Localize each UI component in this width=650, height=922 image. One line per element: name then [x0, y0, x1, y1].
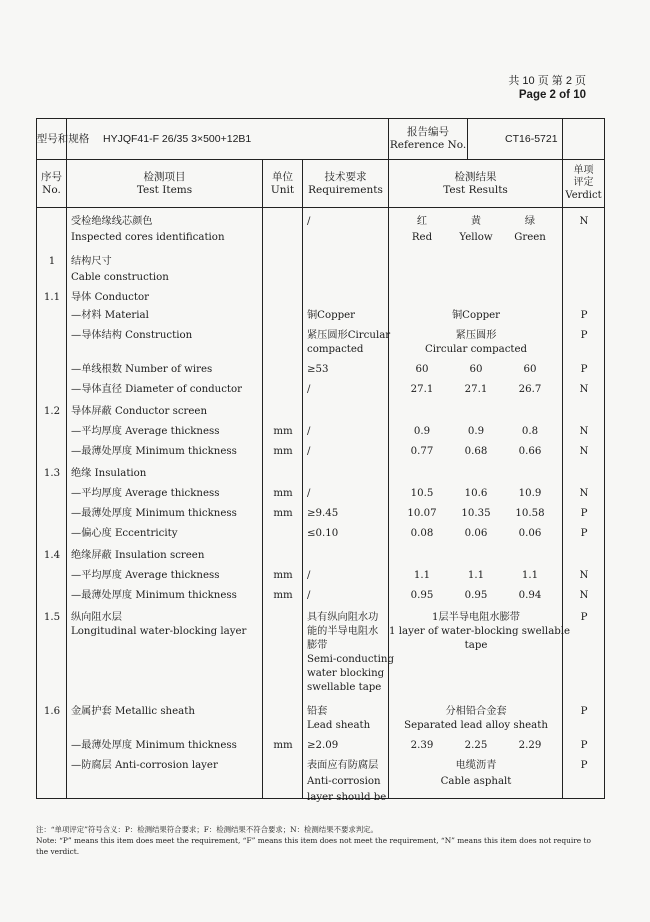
report-table	[36, 118, 605, 803]
col-req	[303, 160, 389, 208]
result-green: 10.9	[518, 488, 542, 499]
test-item: —最薄处厚度 Minimum thickness	[71, 508, 237, 519]
row-number: 1.3	[43, 468, 61, 479]
result-red: 0.95	[410, 590, 434, 601]
page-counter-en: Page 2 of 10	[518, 89, 586, 101]
page-counter	[508, 74, 586, 102]
result-red: 2.39	[410, 740, 434, 751]
result-yellow: 0.06	[464, 528, 488, 539]
requirement: 表面应有防腐层	[307, 760, 379, 771]
reference-label	[389, 119, 468, 159]
result-yellow: 27.1	[464, 384, 488, 395]
result-green: 0.06	[518, 528, 542, 539]
requirement: 具有纵向阻水功	[307, 612, 379, 623]
body-row	[37, 208, 605, 799]
result-red: 0.77	[410, 446, 434, 457]
result-red: 0.08	[410, 528, 434, 539]
result-green: Green	[514, 232, 546, 243]
requirement: ≥9.45	[307, 508, 339, 519]
reference-label-en: Reference No.	[389, 139, 467, 151]
body-req	[303, 208, 394, 803]
result-yellow: 60	[469, 364, 483, 375]
result-yellow: 10.6	[464, 488, 488, 499]
test-item: —平均厚度 Average thickness	[71, 426, 220, 437]
result-yellow: 10.35	[461, 508, 491, 519]
result-merged: 电缆沥青	[455, 760, 497, 771]
test-item: 导体屏蔽 Conductor screen	[71, 406, 208, 417]
col-verdict-en: Verdict	[565, 189, 602, 201]
col-no	[37, 160, 67, 208]
col-results	[389, 160, 563, 208]
body-test	[67, 208, 263, 799]
body-results	[389, 208, 571, 799]
verdict: P	[580, 330, 588, 341]
unit-value: mm	[273, 426, 293, 437]
type-value: HYJQF41-F 26/35 3×500+12B1	[103, 133, 252, 145]
result-merged: 分相铅合金套	[445, 706, 507, 717]
unit-value: mm	[273, 590, 293, 601]
requirement: /	[307, 426, 311, 437]
requirement: 膨带	[307, 640, 328, 651]
col-req-cn: 技术要求	[324, 170, 367, 183]
verdict: N	[579, 216, 589, 227]
col-test-cn: 检测项目	[143, 170, 186, 183]
result-merged: 1层半导电阻水膨带	[432, 612, 520, 623]
verdict: N	[579, 570, 589, 581]
test-item: —防腐层 Anti-corrosion layer	[71, 760, 218, 771]
verdict: N	[579, 488, 589, 499]
verdict: N	[579, 446, 589, 457]
requirement: Anti-corrosion	[307, 776, 381, 787]
test-item: Cable construction	[71, 272, 169, 283]
requirement: ≥2.09	[307, 740, 339, 751]
requirement: 铅套	[307, 706, 328, 717]
test-item: —导体结构 Construction	[71, 330, 193, 341]
unit-value: mm	[273, 570, 293, 581]
test-item: 绝缘屏蔽 Insulation screen	[71, 550, 205, 561]
result-merged: 1 layer of water-blocking swellable	[389, 626, 571, 637]
result-merged: 铜Copper	[451, 310, 501, 321]
result-green: 0.66	[518, 446, 542, 457]
row-number: 1.1	[43, 292, 61, 303]
requirement: /	[307, 590, 311, 601]
test-item: 金属护套 Metallic sheath	[71, 706, 195, 717]
test-item: Longitudinal water-blocking layer	[71, 626, 247, 637]
verdict: N	[579, 590, 589, 601]
unit-value: mm	[273, 508, 293, 519]
requirement: swellable tape	[307, 682, 382, 693]
footnote-en: Note: “P” means this item does meet the requirement, “F” means this item does not meet the requirement, “N” means this item does not require to	[36, 836, 591, 845]
test-item: —最薄处厚度 Minimum thickness	[71, 446, 237, 457]
requirement: Semi-conducting	[307, 654, 394, 665]
column-header-row	[37, 160, 605, 208]
unit-value: mm	[273, 488, 293, 499]
verdict: P	[580, 612, 588, 623]
result-yellow: Yellow	[459, 232, 493, 243]
result-green: 2.29	[518, 740, 542, 751]
requirement: /	[307, 446, 311, 457]
requirement: layer should be	[307, 792, 387, 803]
reference-value-cell-2	[505, 119, 605, 160]
type-label-cn: 型号和规格	[36, 132, 90, 145]
verdict: N	[579, 384, 589, 395]
requirement: Lead sheath	[307, 720, 371, 731]
result-yellow: 0.9	[467, 426, 485, 437]
requirement: ≤0.10	[307, 528, 339, 539]
unit-value: mm	[273, 740, 293, 751]
verdict: P	[580, 508, 588, 519]
result-merged: Separated lead alloy sheath	[404, 720, 548, 731]
test-item: —最薄处厚度 Minimum thickness	[71, 590, 237, 601]
result-red: 1.1	[413, 570, 431, 581]
verdict: P	[580, 740, 588, 751]
result-merged: 紧压圆形	[455, 330, 497, 341]
test-item: —平均厚度 Average thickness	[71, 488, 220, 499]
requirement: compacted	[307, 344, 364, 355]
result-green: 0.8	[521, 426, 539, 437]
reference-label-cn: 报告编号	[407, 126, 450, 138]
col-test	[67, 160, 263, 208]
result-green: 1.1	[521, 570, 539, 581]
requirement: /	[307, 216, 311, 227]
page-counter-cn: 共 10 页 第 2 页	[508, 75, 586, 87]
result-red: 0.9	[413, 426, 431, 437]
result-merged: Cable asphalt	[440, 776, 512, 787]
result-green: 绿	[524, 216, 536, 227]
result-red: 27.1	[410, 384, 434, 395]
test-item: —单线根数 Number of wires	[71, 364, 213, 375]
row-number: 1.4	[43, 550, 61, 561]
test-item: 受检绝缘线芯颜色	[71, 216, 153, 227]
test-item: 绝缘 Insulation	[71, 468, 147, 479]
result-yellow: 1.1	[467, 570, 485, 581]
result-green: 60	[523, 364, 537, 375]
col-no-cn: 序号	[41, 170, 62, 183]
verdict: N	[579, 426, 589, 437]
result-merged: Circular compacted	[424, 344, 528, 355]
footnote	[36, 824, 596, 857]
test-item: —平均厚度 Average thickness	[71, 570, 220, 581]
unit-value: mm	[273, 446, 293, 457]
col-unit-en: Unit	[270, 183, 295, 196]
col-req-en: Requirements	[308, 183, 383, 196]
result-green: 0.94	[518, 590, 542, 601]
type-label	[36, 119, 90, 160]
test-item: —导体直径 Diameter of conductor	[71, 384, 243, 395]
result-yellow: 0.68	[464, 446, 488, 457]
row-number: 1.6	[43, 706, 61, 717]
footnote-en-cont: the verdict.	[36, 847, 80, 856]
result-merged: tape	[464, 640, 488, 651]
result-yellow: 黄	[470, 216, 482, 227]
type-row	[37, 119, 605, 160]
test-item: —材料 Material	[71, 310, 149, 321]
requirement: ≥53	[307, 364, 329, 375]
requirement: 能的半导电阻水	[307, 626, 379, 637]
col-unit-cn: 单位	[272, 170, 293, 183]
test-item: 纵向阻水层	[71, 612, 122, 623]
col-unit	[263, 160, 303, 208]
test-item: 结构尺寸	[71, 256, 112, 267]
test-item: —最薄处厚度 Minimum thickness	[71, 740, 237, 751]
result-green: 26.7	[518, 384, 542, 395]
type-value-cell	[67, 119, 389, 160]
requirement: 紧压圆形Circular	[307, 330, 391, 341]
col-verdict-cn1: 单项	[573, 164, 594, 176]
result-red: 红	[416, 216, 428, 227]
result-yellow: 2.25	[464, 740, 488, 751]
col-no-en: No.	[42, 183, 61, 196]
footnote-cn: 注：“单项评定”符号含义：P：检测结果符合要求；F：检测结果不符合要求；N：检测结果不要求判定。	[36, 825, 378, 834]
verdict: P	[580, 528, 588, 539]
row-number: 1.2	[43, 406, 61, 417]
col-test-en: Test Items	[136, 183, 193, 196]
body-unit	[263, 208, 303, 799]
col-verdict-cn2: 评定	[573, 177, 594, 189]
requirement: 铜Copper	[307, 310, 356, 321]
reference-value: CT16-5721	[505, 133, 558, 145]
requirement: /	[307, 384, 311, 395]
result-red: 10.07	[407, 508, 437, 519]
row-number: 1.5	[43, 612, 61, 623]
body-no	[37, 208, 67, 799]
result-red: 60	[415, 364, 429, 375]
verdict: P	[580, 706, 588, 717]
verdict: P	[580, 364, 588, 375]
body-verdict	[563, 208, 605, 799]
result-yellow: 0.95	[464, 590, 488, 601]
result-green: 10.58	[515, 508, 545, 519]
row-number: 1	[48, 256, 56, 267]
requirement: water blocking	[307, 668, 385, 679]
col-verdict	[563, 160, 605, 208]
col-results-cn: 检测结果	[454, 170, 497, 183]
requirement: /	[307, 570, 311, 581]
test-item: Inspected cores identification	[71, 232, 225, 243]
verdict: P	[580, 760, 588, 771]
result-red: Red	[411, 232, 433, 243]
result-red: 10.5	[410, 488, 434, 499]
col-results-en: Test Results	[443, 183, 508, 196]
report-sheet	[36, 118, 604, 803]
test-item: 导体 Conductor	[71, 292, 149, 303]
test-item: —偏心度 Eccentricity	[71, 528, 178, 539]
requirement: /	[307, 488, 311, 499]
verdict: P	[580, 310, 588, 321]
